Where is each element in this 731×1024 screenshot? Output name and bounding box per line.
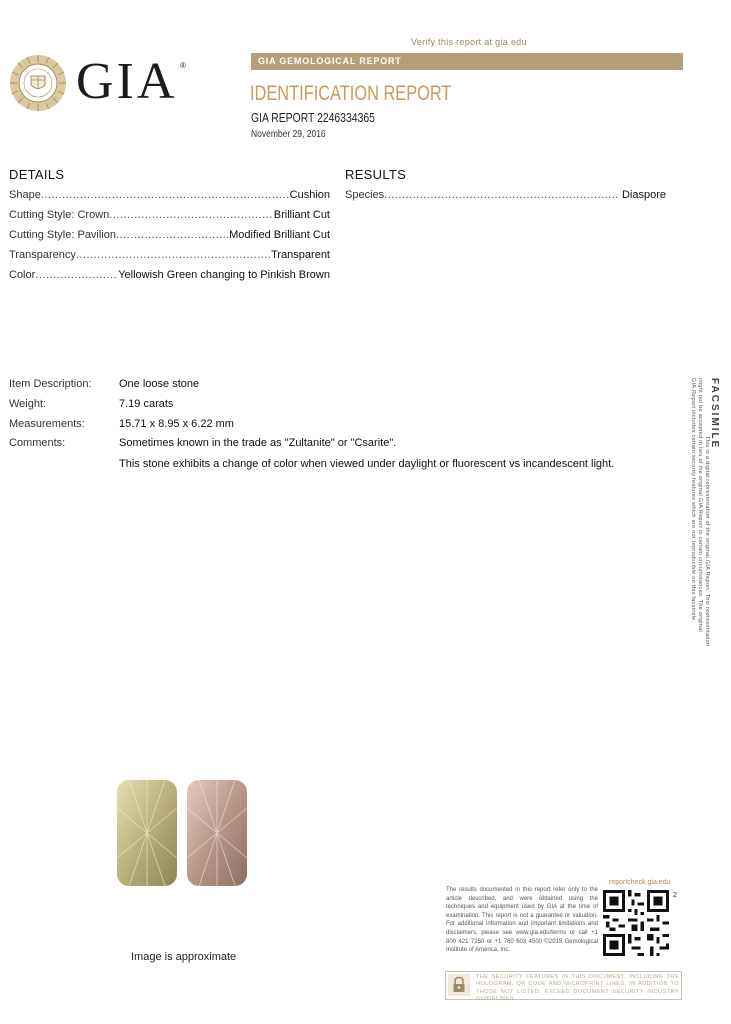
weight-label: Weight: — [9, 398, 47, 410]
leader-dots — [76, 249, 271, 261]
detail-row-pavilion — [9, 229, 330, 249]
results-heading: RESULTS — [345, 167, 407, 182]
detail-label: Cutting Style: Crown — [9, 209, 110, 221]
facsimile-line-1: This is a digital representation of the original GIA Report. This representation — [704, 436, 710, 647]
gia-seal-icon — [9, 54, 67, 112]
detail-label: Transparency — [9, 249, 76, 261]
security-notice-text: THE SECURITY FEATURES IN THIS DOCUMENT, INCLUDING THE HOLOGRAM, QR CODE AND MICROPRINT LINES, IN ADDITION TO THOSE NOT LISTED, EXCEED DOCUMENT SECURITY INDUSTRY GUIDELINES. — [476, 974, 679, 1003]
image-caption: Image is approximate — [131, 951, 237, 963]
page-title: IDENTIFICATION REPORT — [250, 82, 452, 105]
lock-icon — [448, 974, 470, 996]
comments-line-1: Sometimes known in the trade as "Zultanite" or "Csarite". — [119, 437, 397, 449]
detail-value: Cushion — [289, 189, 330, 201]
detail-label: Shape — [9, 189, 41, 201]
detail-row-crown — [9, 209, 330, 229]
details-heading: DETAILS — [9, 167, 65, 182]
qr-code-icon[interactable] — [603, 890, 669, 956]
detail-label: Cutting Style: Pavilion — [9, 229, 116, 241]
leader-dots — [41, 189, 290, 201]
leader-dots — [384, 189, 619, 201]
detail-value: Modified Brilliant Cut — [229, 229, 330, 241]
registered-mark: ® — [180, 61, 186, 70]
facsimile-line-3: GIA Report includes certain security features which are not reproducible on this facsimile. — [690, 378, 696, 623]
leader-dots — [35, 269, 118, 281]
gem-incandescent — [187, 780, 247, 886]
qr-superscript: 2 — [673, 892, 677, 899]
item-description-label: Item Description: — [9, 378, 92, 390]
report-number: GIA REPORT 2246334365 — [251, 110, 375, 125]
facsimile-title: FACSIMILE — [709, 378, 720, 450]
facsimile-line-2: might not be accepted in lieu of the original GIA Report in certain circumstances. The original — [697, 378, 703, 633]
result-label: Species — [345, 189, 385, 201]
detail-value: Brilliant Cut — [273, 209, 330, 221]
results-list — [345, 189, 666, 209]
item-description-value: One loose stone — [119, 378, 200, 390]
reportcheck-link[interactable]: reportcheck.gia.edu — [609, 879, 671, 886]
detail-row-shape — [9, 189, 330, 209]
report-date: November 29, 2016 — [251, 129, 326, 140]
gem-daylight — [117, 780, 177, 886]
comments-label: Comments: — [9, 437, 66, 449]
verify-link[interactable]: Verify this report at gia.edu — [411, 37, 527, 47]
band-label: GIA GEMOLOGICAL REPORT — [258, 56, 402, 66]
result-row-species — [345, 189, 666, 209]
leader-dots — [116, 229, 229, 241]
gia-logo: GIA — [76, 53, 178, 110]
gemstone-image — [115, 778, 250, 888]
facsimile-notice — [690, 378, 720, 658]
measurements-label: Measurements: — [9, 418, 85, 430]
detail-row-transparency — [9, 249, 330, 269]
details-list — [9, 189, 330, 289]
measurements-value: 15.71 x 8.95 x 6.22 mm — [119, 418, 234, 430]
disclaimer-text: The results documented in this report refer only to the article described, and were obtained using the techniques and equipment used by GIA at the time of examination. This report is not a guarantee or valuation. For additional information and important limitations and disclaimers, please see www.gia.edu/terms or call +1 800 421 7250 or +1 760 603 4500 ©2015 Gemological Institute of America, Inc. — [446, 887, 598, 954]
leader-dots — [109, 209, 273, 221]
comments-line-2: This stone exhibits a change of color when viewed under daylight or fluorescent vs incandescent light. — [119, 458, 615, 470]
detail-label: Color — [9, 269, 36, 281]
weight-value: 7.19 carats — [119, 398, 174, 410]
result-value: Diaspore — [618, 189, 666, 201]
detail-value: Yellowish Green changing to Pinkish Brown — [118, 269, 330, 281]
detail-value: Transparent — [271, 249, 330, 261]
detail-row-color — [9, 269, 330, 289]
